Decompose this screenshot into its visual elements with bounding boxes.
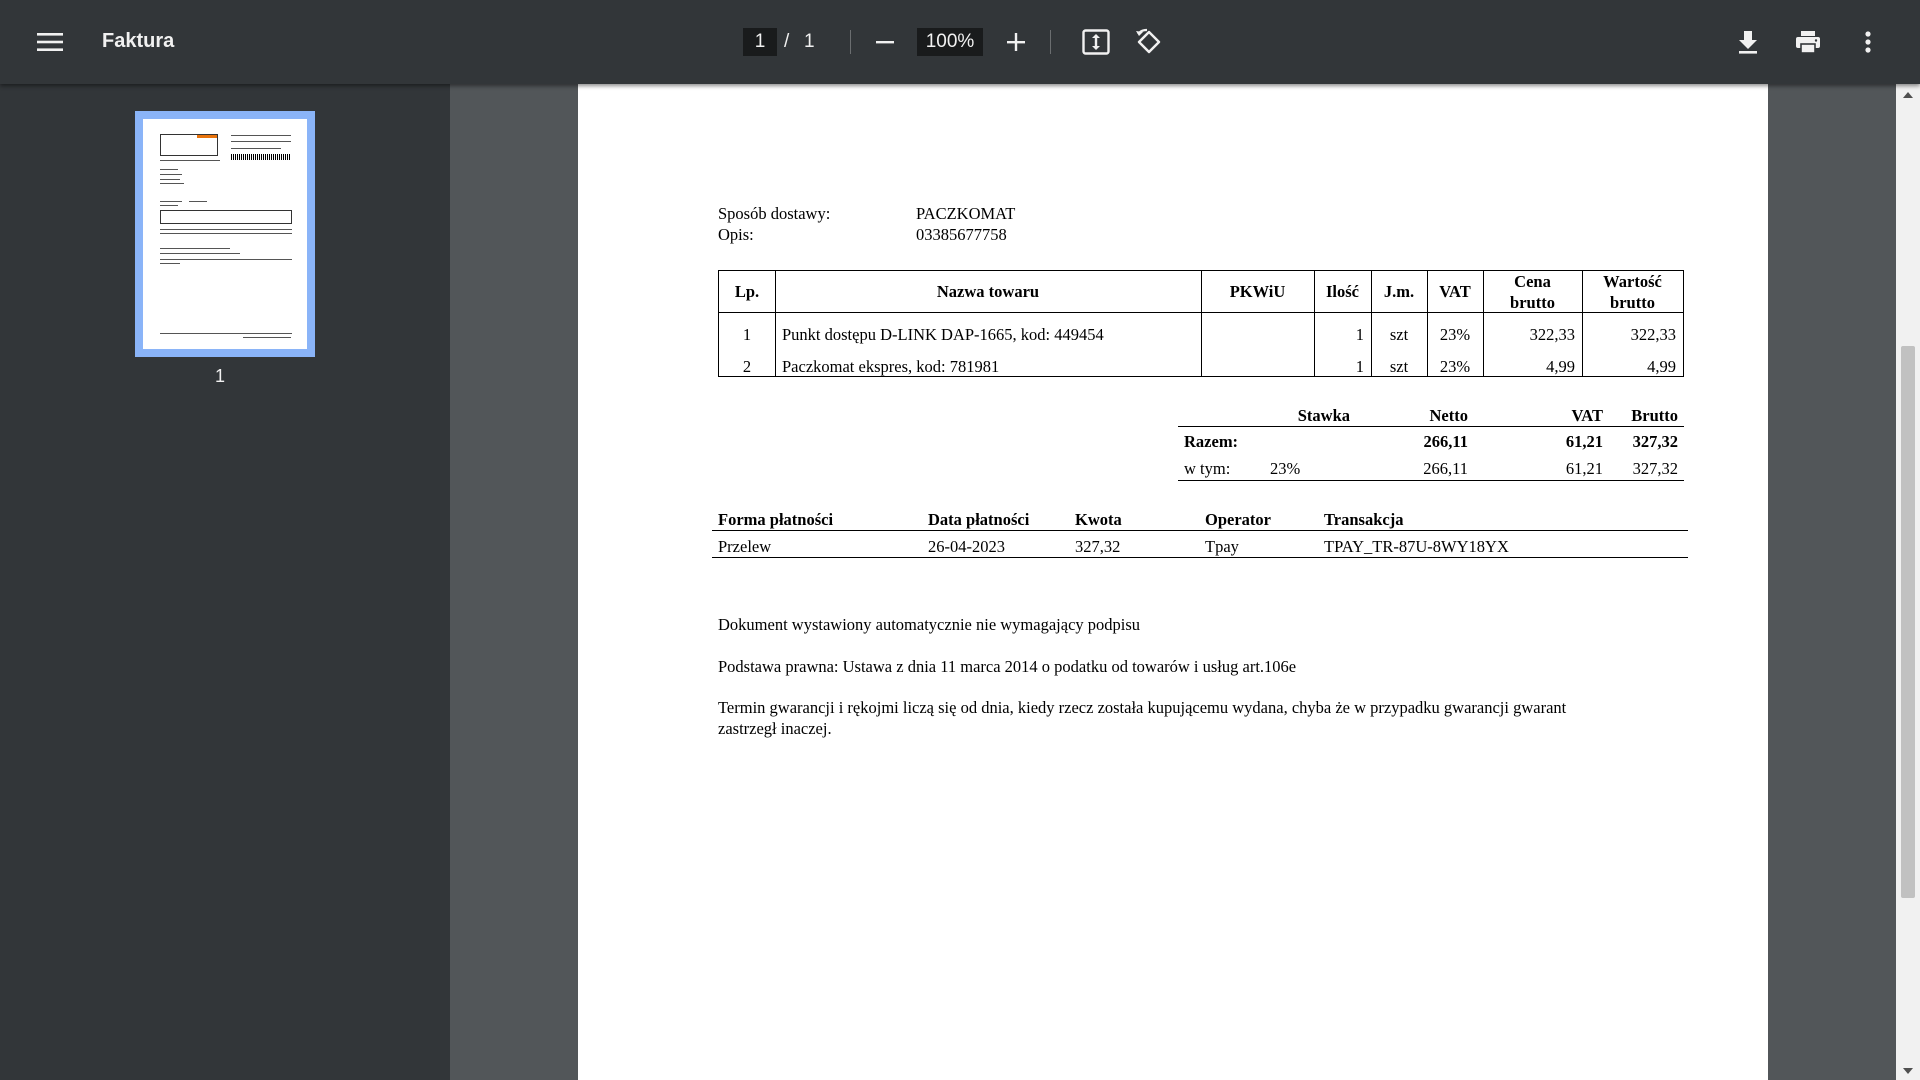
vertical-scrollbar[interactable] xyxy=(1896,84,1920,1080)
item-unit: szt xyxy=(1389,325,1409,344)
item-vat: 23% xyxy=(1439,325,1471,344)
document-title: Faktura xyxy=(102,30,175,52)
document-viewer[interactable] xyxy=(450,84,1896,1080)
delivery-method-value: PACZKOMAT xyxy=(916,204,1016,223)
page-number-input[interactable] xyxy=(743,28,777,56)
zoom-level-input[interactable] xyxy=(917,28,983,56)
zoom-out-button[interactable] xyxy=(867,22,903,62)
item-lp: 1 xyxy=(742,325,752,344)
payment-operator: Tpay xyxy=(1205,537,1239,556)
toolbar-divider xyxy=(850,30,851,54)
payment-header-transaction: Transakcja xyxy=(1324,510,1404,529)
items-table xyxy=(718,270,1684,377)
item-value: 4,99 xyxy=(1647,357,1676,376)
note-legal-basis: Podstawa prawna: Ustawa z dnia 11 marca 2014 o podatku od towarów i usług art.106e xyxy=(718,657,1297,676)
summary-header-vat: VAT xyxy=(1571,406,1603,425)
rotate-button[interactable] xyxy=(1129,22,1169,62)
summary-of-which-vat: 61,21 xyxy=(1565,459,1603,478)
page-separator: / xyxy=(784,31,790,52)
payment-header-operator: Operator xyxy=(1205,510,1271,529)
item-lp: 2 xyxy=(742,357,752,376)
arrow-down-icon xyxy=(1903,1061,1913,1079)
payment-amount: 327,32 xyxy=(1075,537,1121,556)
item-name: Paczkomat ekspres, kod: 781981 xyxy=(782,357,1000,376)
zoom-out-icon xyxy=(875,32,895,52)
header-price-line2: brutto xyxy=(1510,293,1555,312)
header-value-line1: Wartość xyxy=(1603,272,1662,291)
thumbnail-sidebar xyxy=(0,84,450,1080)
payment-header-amount: Kwota xyxy=(1075,510,1122,529)
item-price: 4,99 xyxy=(1546,357,1575,376)
more-vert-icon xyxy=(1864,30,1872,54)
item-name: Punkt dostępu D-LINK DAP-1665, kod: 449454 xyxy=(782,325,1104,344)
header-pkwiu: PKWiU xyxy=(1229,282,1286,301)
header-vat: VAT xyxy=(1439,282,1471,301)
zoom-in-button[interactable] xyxy=(998,22,1034,62)
menu-button[interactable] xyxy=(30,22,70,62)
item-qty: 1 xyxy=(1355,357,1364,376)
zoom-in-icon xyxy=(1006,32,1026,52)
scrollbar-thumb[interactable] xyxy=(1901,346,1915,898)
download-icon xyxy=(1737,30,1759,54)
fit-page-icon xyxy=(1082,29,1110,55)
note-warranty-line2: zastrzegł inaczej. xyxy=(718,719,832,738)
summary-header-rate: Stawka xyxy=(1297,406,1350,425)
print-icon xyxy=(1795,30,1821,54)
summary-total-net: 266,11 xyxy=(1423,432,1468,451)
payment-form: Przelew xyxy=(718,537,772,556)
item-vat: 23% xyxy=(1439,357,1471,376)
summary-of-which-label: w tym: xyxy=(1184,459,1231,478)
header-qty: Ilość xyxy=(1326,282,1359,301)
summary-header-net: Netto xyxy=(1429,406,1468,425)
pdf-toolbar xyxy=(0,0,1920,84)
payment-date: 26-04-2023 xyxy=(928,537,1005,556)
header-unit: J.m. xyxy=(1383,282,1415,301)
summary-header-gross: Brutto xyxy=(1631,406,1678,425)
pdf-page xyxy=(578,84,1768,1080)
summary-total-label: Razem: xyxy=(1184,432,1239,451)
summary-total-vat: 61,21 xyxy=(1565,432,1603,451)
summary-total-gross: 327,32 xyxy=(1632,432,1678,451)
thumbnail-page-number: 1 xyxy=(215,366,226,386)
scroll-up-button[interactable] xyxy=(1896,84,1920,104)
item-price: 322,33 xyxy=(1529,325,1575,344)
description-value: 03385677758 xyxy=(916,225,1007,244)
header-lp: Lp. xyxy=(734,282,760,301)
download-button[interactable] xyxy=(1728,22,1768,62)
item-unit: szt xyxy=(1389,357,1409,376)
summary-of-which-net: 266,11 xyxy=(1423,459,1468,478)
scroll-down-button[interactable] xyxy=(1896,1060,1920,1080)
rotate-icon xyxy=(1135,28,1163,56)
header-value-line2: brutto xyxy=(1610,293,1655,312)
arrow-up-icon xyxy=(1903,85,1913,103)
fit-to-page-button[interactable] xyxy=(1076,22,1116,62)
page-total: 1 xyxy=(804,31,815,52)
more-options-button[interactable] xyxy=(1848,22,1888,62)
item-value: 322,33 xyxy=(1630,325,1676,344)
page-thumbnail[interactable] xyxy=(135,111,315,357)
header-name: Nazwa towaru xyxy=(936,282,1040,301)
header-price-line1: Cena xyxy=(1514,272,1551,291)
thumbnail-preview xyxy=(143,119,307,349)
menu-icon xyxy=(37,32,63,52)
summary-of-which-gross: 327,32 xyxy=(1632,459,1678,478)
payment-header-date: Data płatności xyxy=(928,510,1030,529)
summary-of-which-rate: 23% xyxy=(1270,459,1301,478)
toolbar-divider xyxy=(1050,30,1051,54)
print-button[interactable] xyxy=(1788,22,1828,62)
item-qty: 1 xyxy=(1355,325,1364,344)
note-warranty-line1: Termin gwarancji i rękojmi liczą się od dnia, kiedy rzecz została kupującemu wydana, chyba że w przypadku gwarancji gwarant xyxy=(718,698,1567,717)
description-label: Opis: xyxy=(718,225,754,244)
note-auto-document: Dokument wystawiony automatycznie nie wymagający podpisu xyxy=(718,615,1141,634)
delivery-method-label: Sposób dostawy: xyxy=(718,204,831,223)
payment-header-form: Forma płatności xyxy=(718,510,834,529)
payment-transaction: TPAY_TR-87U-8WY18YX xyxy=(1324,537,1509,556)
